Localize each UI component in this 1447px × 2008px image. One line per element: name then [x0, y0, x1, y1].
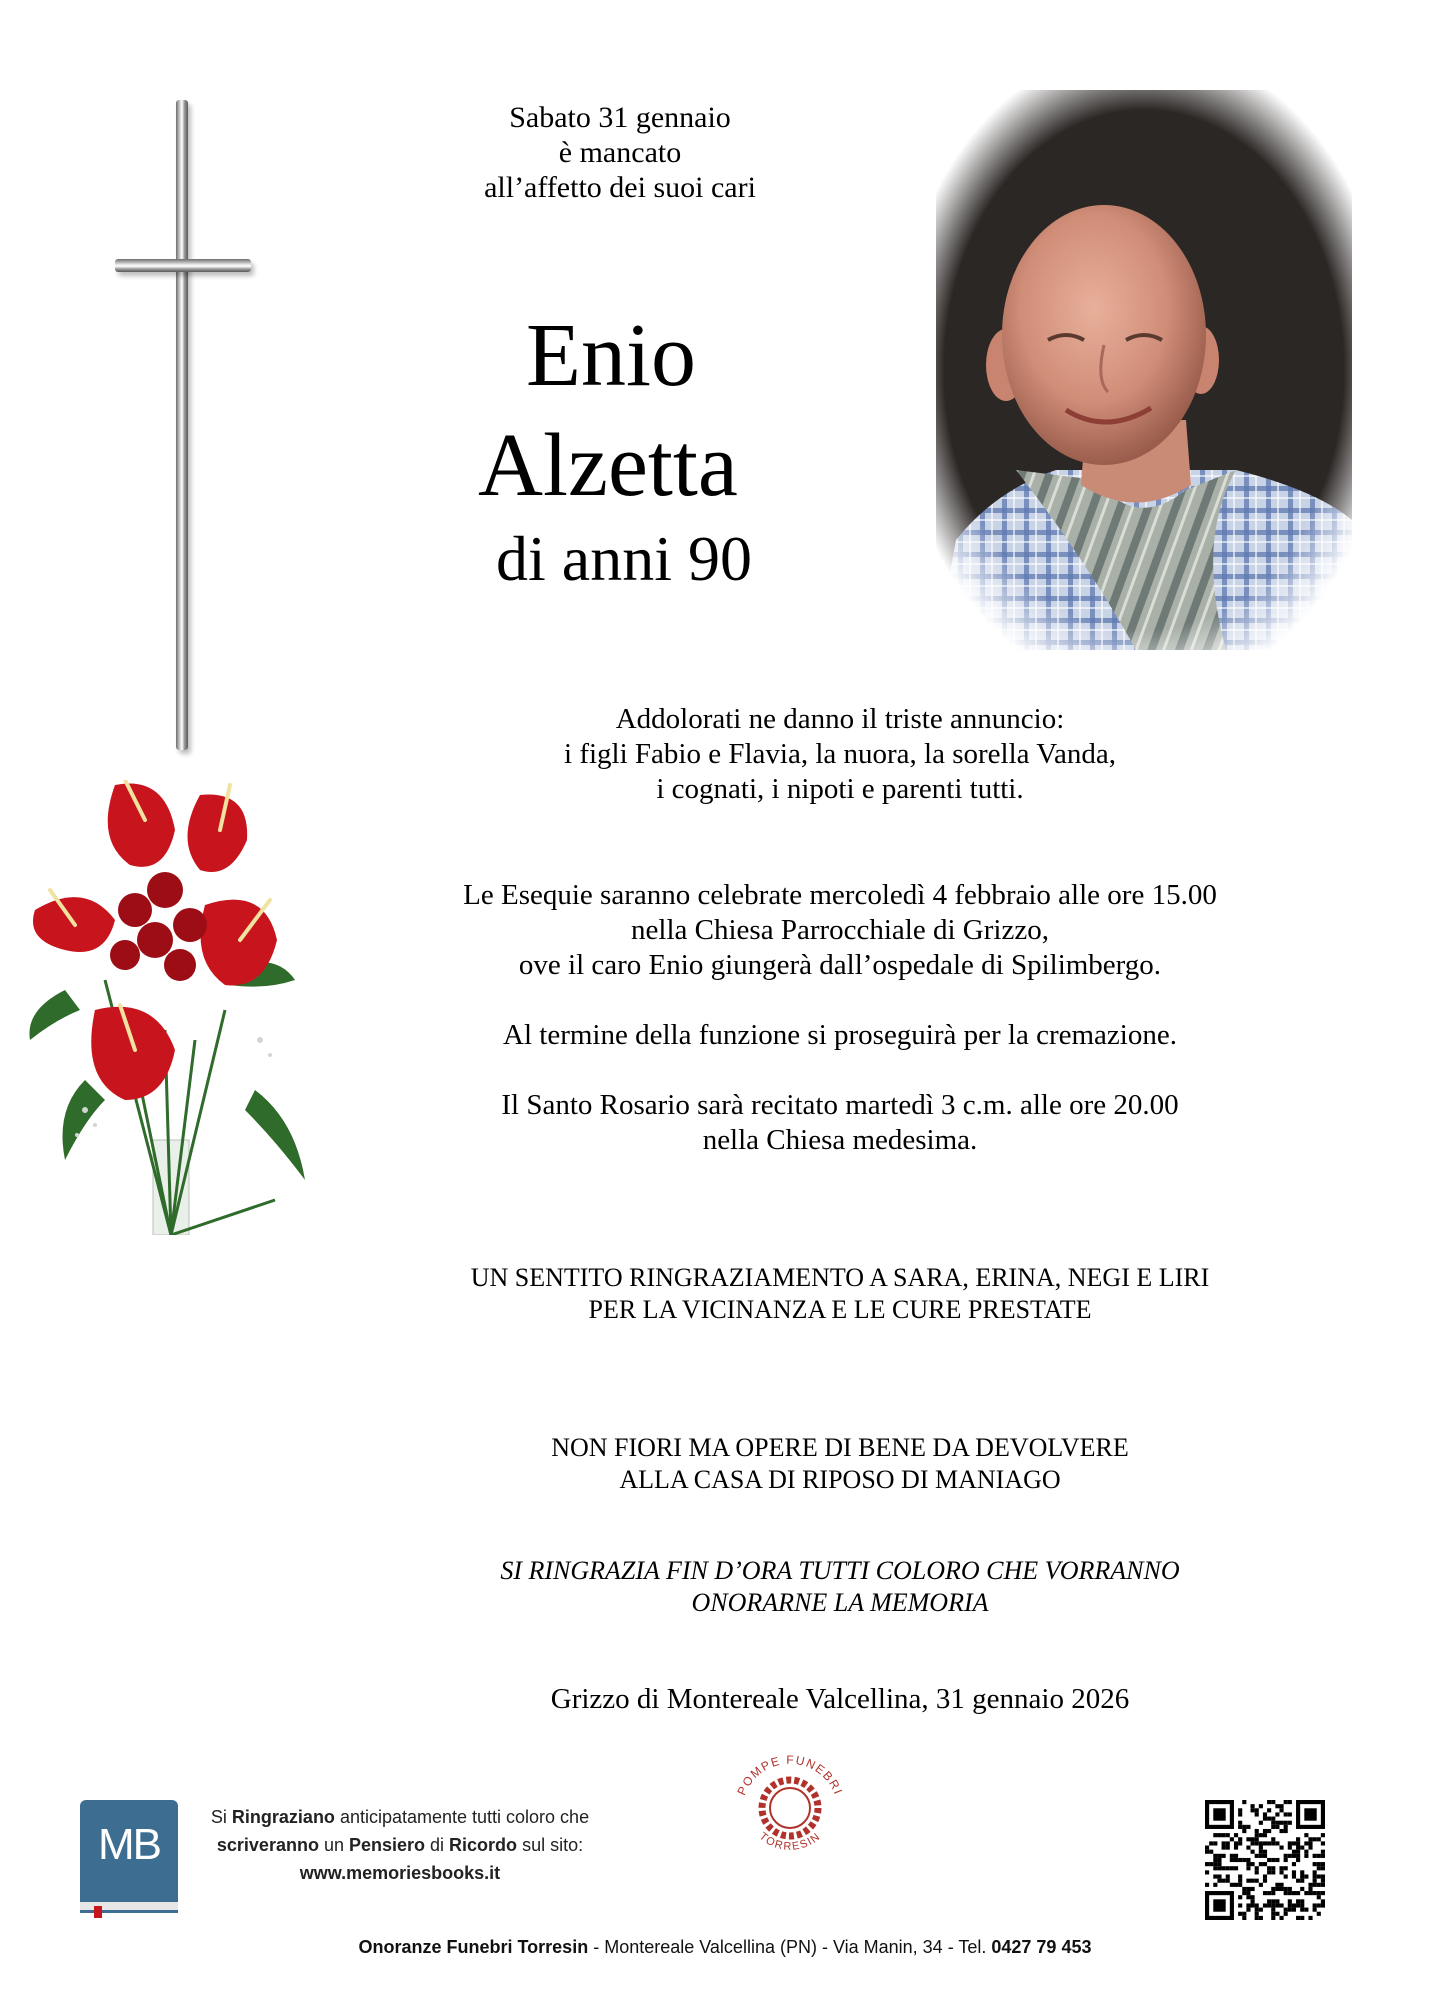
cremation-text: Al termine della funzione si proseguirà per la cremazione. — [503, 1019, 1177, 1051]
mourners-line: i figli Fabio e Flavia, la nuora, la sorella Vanda, — [564, 738, 1116, 770]
closing-line: ONORARNE LA MEMORIA — [691, 1588, 989, 1617]
funeral-home-address: - Montereale Valcellina (PN) - Via Manin, 34 - Tel. — [588, 1937, 992, 1957]
last-name: Alzetta — [478, 416, 738, 515]
age: di anni 90 — [496, 523, 752, 594]
funeral-block — [340, 878, 1340, 983]
memories-text — [205, 1803, 595, 1887]
thanks-block — [340, 1262, 1340, 1326]
wreath-seal-icon — [725, 1740, 855, 1870]
memories-line2: scriveranno un Pensiero di Ricordo sul sito: — [216, 1835, 584, 1855]
intro-passed: è mancato — [558, 136, 682, 169]
bookmark-icon — [94, 1906, 102, 1918]
memoriesbooks-logo[interactable] — [80, 1800, 180, 1916]
cross-bar — [115, 259, 251, 272]
flower-bouquet — [25, 780, 315, 1235]
rosary-line: Il Santo Rosario sarà recitato martedì 3 c.m. alle ore 20.00 — [501, 1089, 1179, 1121]
rosary-line: nella Chiesa medesima. — [702, 1124, 978, 1156]
seal-bottom-text: TORRESIN — [756, 1830, 824, 1853]
donation-block — [340, 1432, 1340, 1496]
logo-mb-text: MB — [98, 1820, 160, 1869]
portrait-illustration — [936, 90, 1352, 650]
funeral-home-name: Onoranze Funebri Torresin — [358, 1937, 589, 1957]
cross-icon — [176, 100, 188, 750]
closing-block — [340, 1555, 1340, 1619]
mourners-block — [380, 702, 1300, 807]
rosary-block — [340, 1088, 1340, 1158]
place-date: Grizzo di Montereale Valcellina, 31 gennaio 2026 — [550, 1683, 1130, 1715]
donation-line: NON FIORI MA OPERE DI BENE DA DEVOLVERE — [551, 1433, 1129, 1462]
funeral-line: nella Chiesa Parrocchiale di Grizzo, — [631, 914, 1049, 946]
funeral-line: Le Esequie saranno celebrate mercoledì 4 febbraio alle ore 15.00 — [463, 879, 1217, 911]
funeral-home-phone[interactable]: 0427 79 453 — [991, 1937, 1092, 1957]
thanks-line: PER LA VICINANZA E LE CURE PRESTATE — [588, 1295, 1092, 1324]
anthurium-flowers-icon — [25, 780, 315, 1235]
funeral-line: ove il caro Enio giungerà dall’ospedale di Spilimbergo. — [518, 949, 1162, 981]
memories-url[interactable]: www.memoriesbooks.it — [299, 1863, 501, 1883]
first-name: Enio — [526, 306, 696, 405]
funeral-home-logo — [725, 1740, 855, 1870]
qr-code[interactable] — [1205, 1800, 1325, 1920]
closing-line: SI RINGRAZIA FIN D’ORA TUTTI COLORO CHE VORRANNO — [500, 1556, 1180, 1585]
intro-date: Sabato 31 gennaio — [509, 101, 731, 134]
svg-text:POMPE FUNEBRI — [734, 1753, 845, 1798]
footer-line — [200, 1937, 1250, 1958]
intro-family: all’affetto dei suoi cari — [484, 171, 756, 204]
donation-line: ALLA CASA DI RIPOSO DI MANIAGO — [619, 1465, 1061, 1494]
mourners-line: Addolorati ne danno il triste annuncio: — [615, 703, 1065, 735]
memories-line1: Si Ringraziano anticipatamente tutti coloro che — [210, 1807, 590, 1827]
qr-code-icon — [1205, 1800, 1325, 1920]
thanks-line: UN SENTITO RINGRAZIAMENTO A SARA, ERINA, NEGI E LIRI — [470, 1263, 1210, 1292]
mourners-line: i cognati, i nipoti e parenti tutti. — [656, 773, 1024, 805]
seal-top-text: POMPE FUNEBRI — [734, 1752, 846, 1798]
intro-block — [400, 100, 840, 205]
portrait-photo — [936, 90, 1352, 650]
